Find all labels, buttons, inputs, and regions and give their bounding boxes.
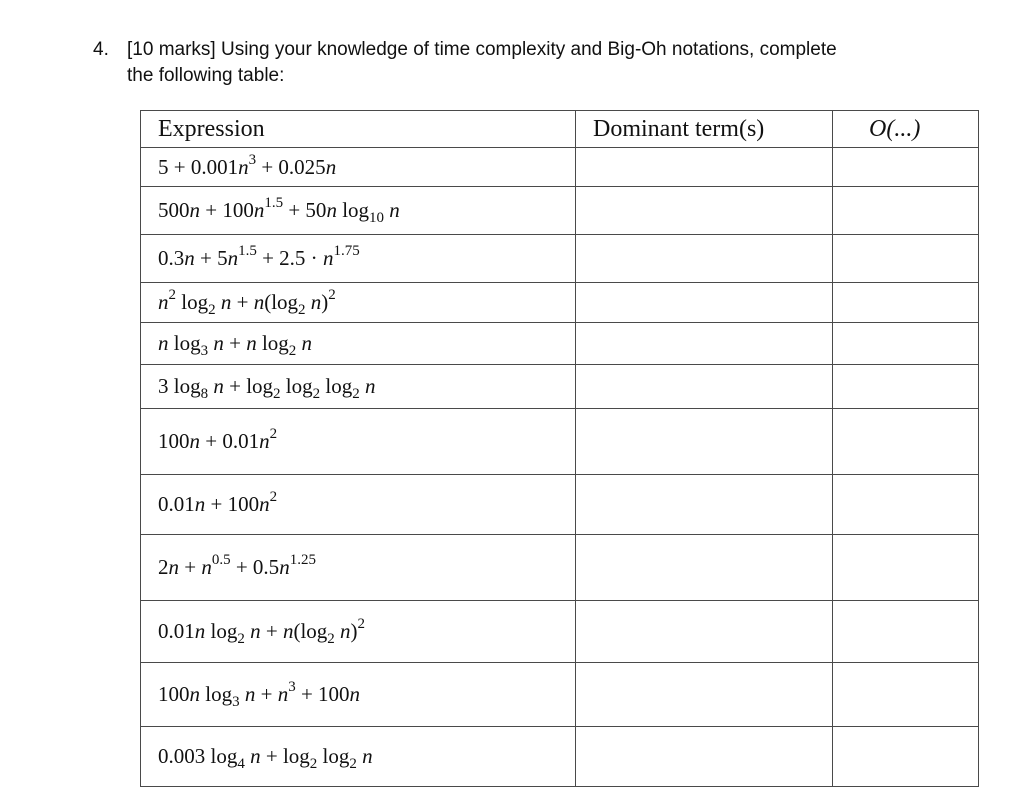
dominant-term-cell[interactable]: [576, 283, 833, 323]
table-row: [141, 365, 979, 409]
table-row: [141, 727, 979, 787]
table-row: [141, 187, 979, 235]
big-o-cell[interactable]: [833, 283, 979, 323]
expression-cell: $0.01n + 100n^2$: [141, 475, 576, 535]
question-line-2: the following table:: [127, 65, 285, 86]
table-row: [141, 535, 979, 601]
header-big-o: O(...): [833, 111, 979, 148]
expression-cell: $500n + 100n^{1.5} + 50n$ $\log_{10} n$: [141, 187, 576, 235]
table-row: [141, 283, 979, 323]
expression-cell: $100n + 0.01n^2$: [141, 409, 576, 475]
complexity-table: [140, 110, 979, 787]
big-o-cell[interactable]: [833, 365, 979, 409]
dominant-term-cell[interactable]: [576, 365, 833, 409]
dominant-term-cell[interactable]: [576, 727, 833, 787]
table-row: [141, 601, 979, 663]
table-row: [141, 409, 979, 475]
dominant-term-cell[interactable]: [576, 601, 833, 663]
big-o-cell[interactable]: [833, 663, 979, 727]
question-number: 4.: [93, 39, 109, 60]
question-text: [93, 37, 837, 89]
table-row: [141, 663, 979, 727]
big-o-cell[interactable]: [833, 187, 979, 235]
header-dominant-terms: Dominant term(s): [576, 111, 833, 148]
dominant-term-cell[interactable]: [576, 409, 833, 475]
expression-cell: 3 $\log_8 n + \log_2 \log_2 \log_2 n$: [141, 365, 576, 409]
big-o-cell[interactable]: [833, 235, 979, 283]
expression-cell: 0.003 $\log_4 n + \log_2 \log_2 n$: [141, 727, 576, 787]
big-o-cell[interactable]: [833, 148, 979, 187]
big-o-cell[interactable]: [833, 601, 979, 663]
expression-cell: 0.01n $\log_2 n + n(\log_2$ n)$^2$: [141, 601, 576, 663]
big-o-cell[interactable]: [833, 409, 979, 475]
expression-cell: n $\log_3 n + n$ $\log_2 n$: [141, 323, 576, 365]
expression-cell: $0.3n + 5n^{1.5} + 2.5 \cdot n^{1.75}$: [141, 235, 576, 283]
dominant-term-cell[interactable]: [576, 475, 833, 535]
dominant-term-cell[interactable]: [576, 663, 833, 727]
dominant-term-cell[interactable]: [576, 323, 833, 365]
table-row: [141, 148, 979, 187]
expression-cell: $n^2$ $\log_2 n + n(\log_2$ n)$^2$: [141, 283, 576, 323]
big-o-cell[interactable]: [833, 323, 979, 365]
big-o-cell[interactable]: [833, 475, 979, 535]
header-expression: Expression: [141, 111, 576, 148]
big-o-cell[interactable]: [833, 535, 979, 601]
table-row: [141, 323, 979, 365]
dominant-term-cell[interactable]: [576, 235, 833, 283]
dominant-term-cell[interactable]: [576, 535, 833, 601]
dominant-term-cell[interactable]: [576, 148, 833, 187]
expression-cell: $5 + 0.001n^3 + 0.025n$: [141, 148, 576, 187]
question-line-1: [10 marks] Using your knowledge of time complexity and Big-Oh notations, complete: [127, 39, 837, 60]
dominant-term-cell[interactable]: [576, 187, 833, 235]
big-o-cell[interactable]: [833, 727, 979, 787]
expression-cell: $2n + n^{0.5} + 0.5n^{1.25}$: [141, 535, 576, 601]
table-row: [141, 235, 979, 283]
expression-cell: 100n $\log_3 n + n^3 + 100n$: [141, 663, 576, 727]
table-row: [141, 475, 979, 535]
table-header-row: [141, 111, 979, 148]
